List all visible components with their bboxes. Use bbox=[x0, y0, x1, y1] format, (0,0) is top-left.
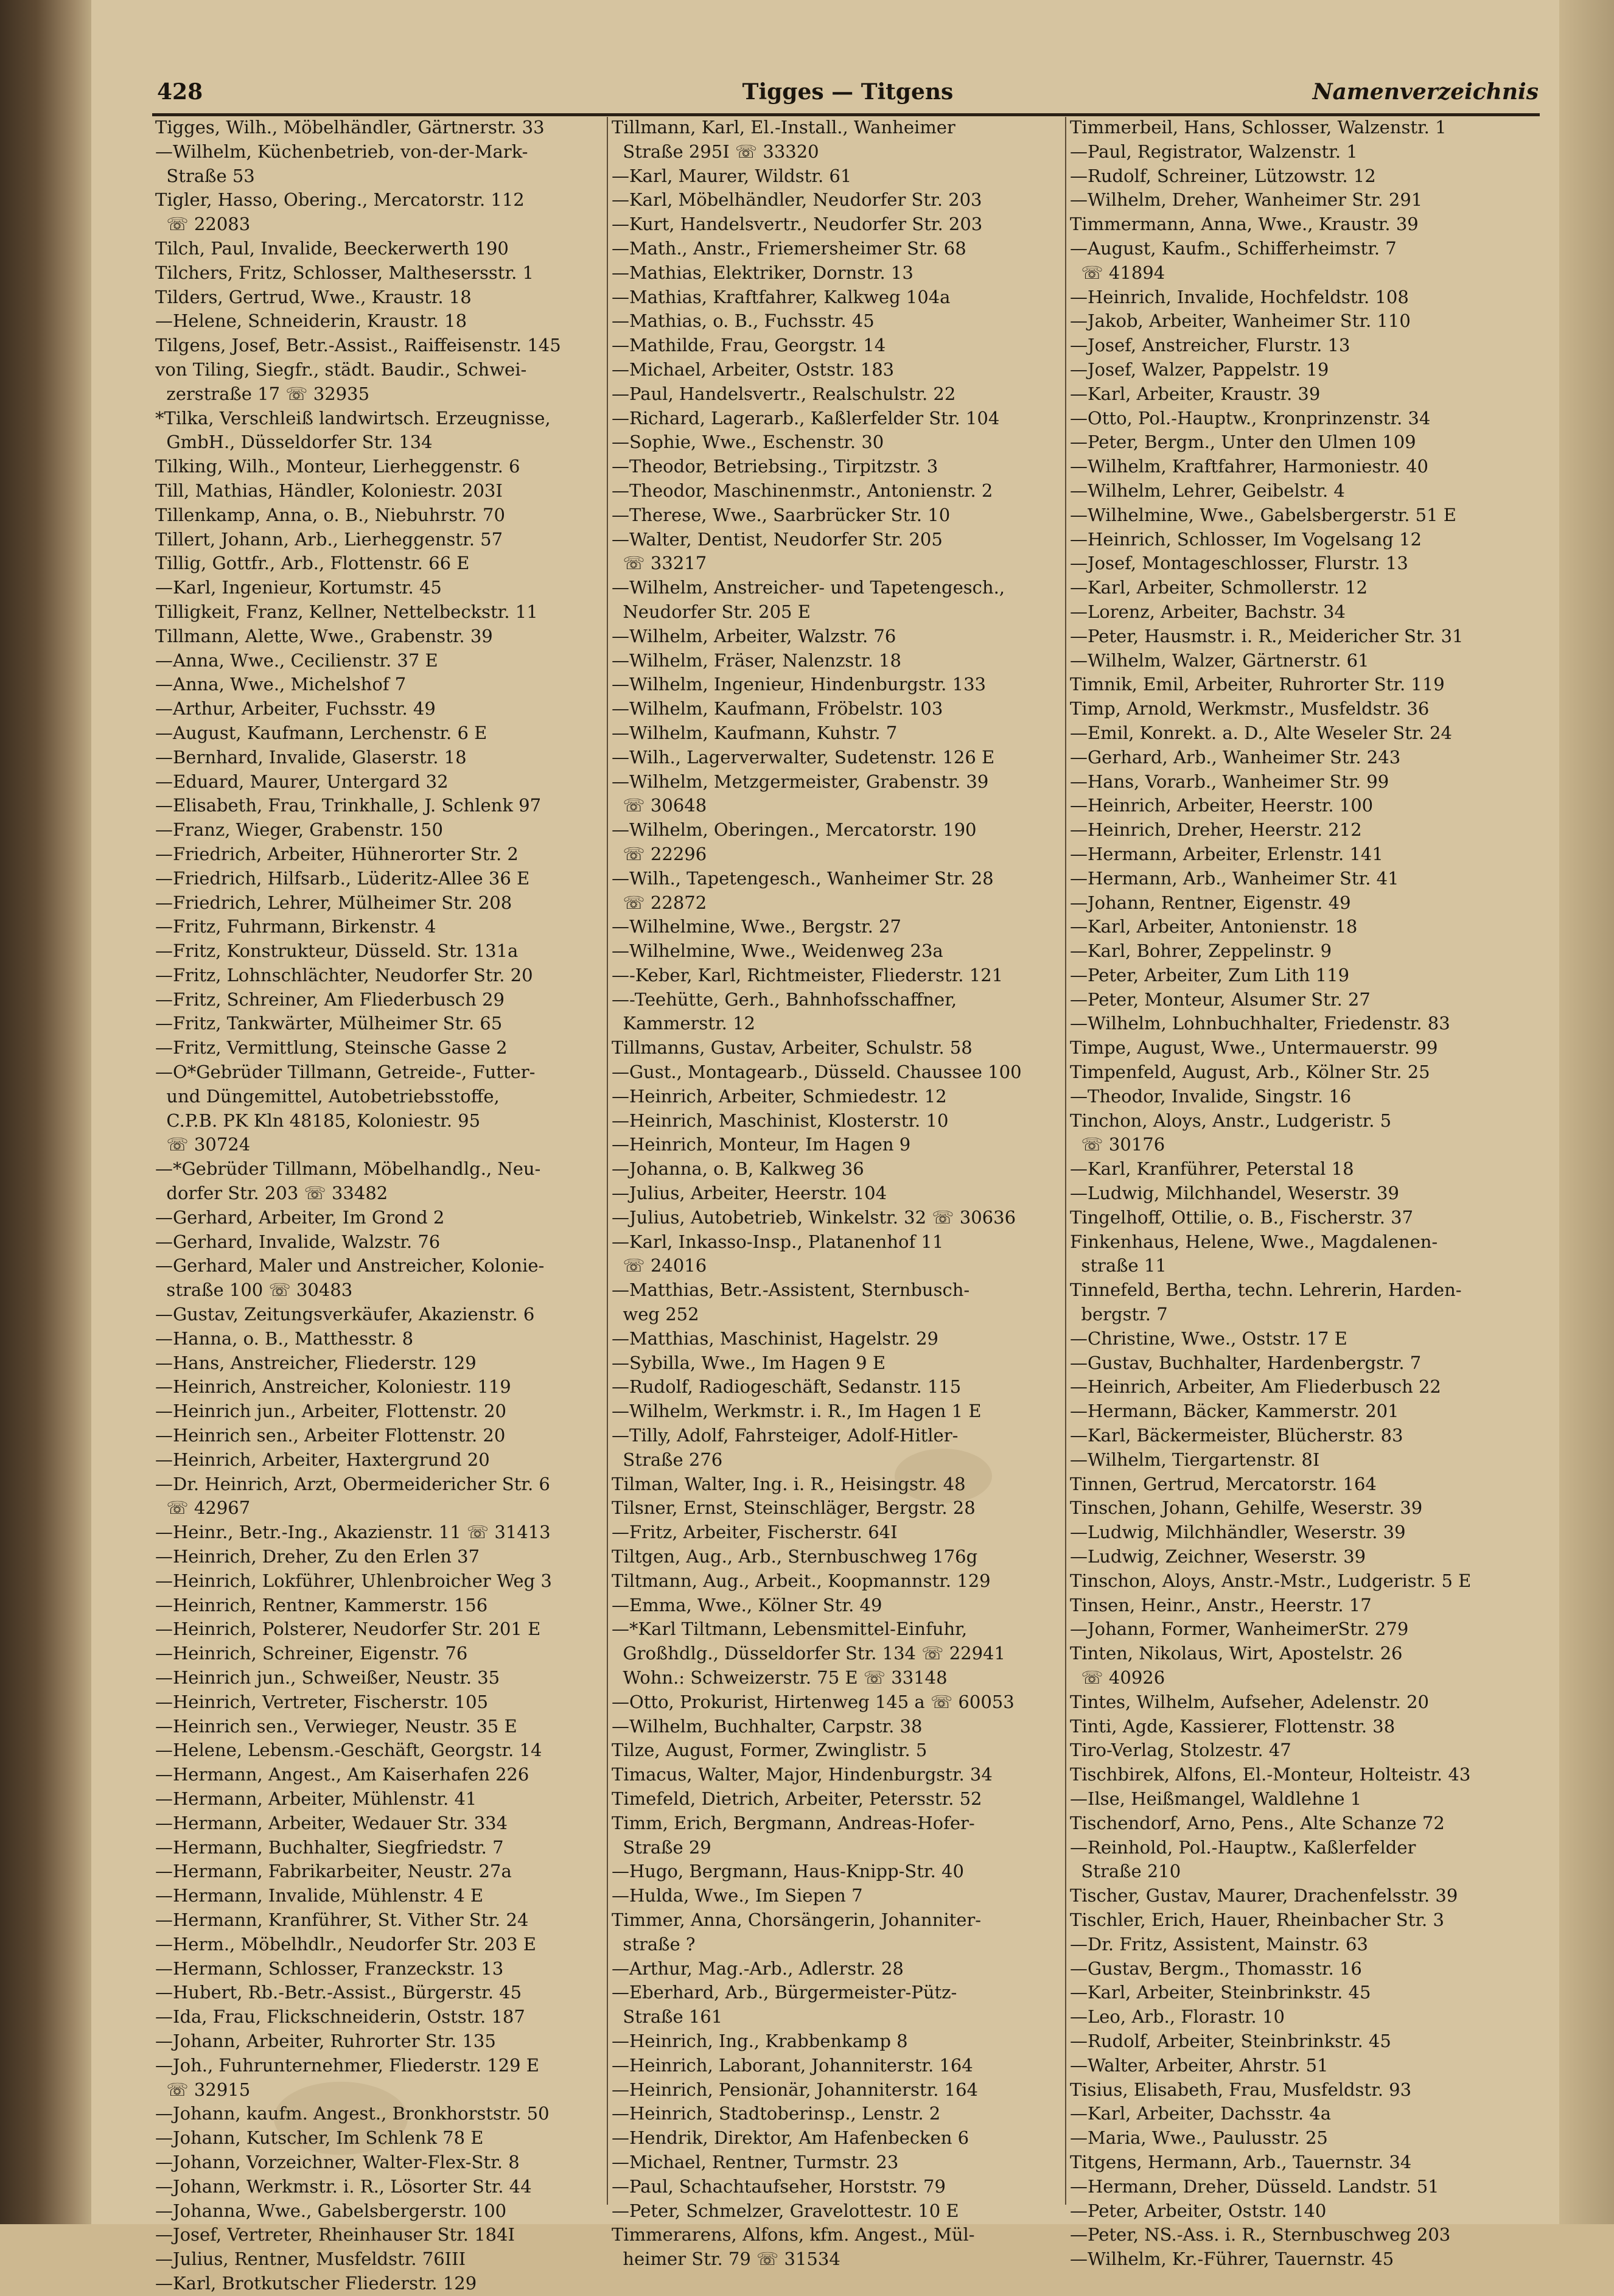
directory-entry-line: —Eduard, Maurer, Untergard 32 bbox=[155, 771, 449, 792]
directory-entry-line: —Wilhelmine, Wwe., Gabelsbergerstr. 51 E bbox=[1070, 504, 1456, 525]
column-divider bbox=[607, 117, 608, 2205]
directory-entry-line: Tillmann, Alette, Wwe., Grabenstr. 39 bbox=[155, 625, 493, 646]
directory-entry-line: —Hermann, Bäcker, Kammerstr. 201 bbox=[1070, 1401, 1399, 1422]
directory-entry-line: —O*Gebrüder Tillmann, Getreide-, Futter- bbox=[155, 1062, 536, 1083]
directory-entry-line: ☏ 32915 bbox=[155, 2079, 251, 2100]
directory-entry-line: —Johann, Rentner, Eigenstr. 49 bbox=[1070, 892, 1351, 913]
directory-entry-line: —Friedrich, Lehrer, Mülheimer Str. 208 bbox=[155, 892, 512, 913]
directory-entry-line: —Heinrich, Ing., Krabbenkamp 8 bbox=[612, 2030, 908, 2051]
directory-entry-line: Timmerarens, Alfons, kfm. Angest., Mül- bbox=[612, 2224, 975, 2245]
directory-entry-line: ☏ 41894 bbox=[1070, 262, 1165, 283]
directory-entry-line: ☏ 42967 bbox=[155, 1497, 251, 1519]
directory-entry-line: Straße 210 bbox=[1070, 1861, 1181, 1882]
directory-entry-line: —Hermann, Fabrikarbeiter, Neustr. 27a bbox=[155, 1861, 512, 1882]
directory-entry-line: —Dr. Heinrich, Arzt, Obermeidericher Str. 6 bbox=[155, 1473, 550, 1494]
directory-entry-line: —Wilhelm, Anstreicher- und Tapetengesch., bbox=[612, 577, 1005, 598]
directory-entry-line: —Wilhelm, Tiergartenstr. 8I bbox=[1070, 1449, 1320, 1470]
directory-entry-line: —August, Kaufmann, Lerchenstr. 6 E bbox=[155, 722, 487, 743]
directory-entry-line: —Wilhelmine, Wwe., Bergstr. 27 bbox=[612, 916, 901, 937]
directory-entry-line: —Hermann, Angest., Am Kaiserhafen 226 bbox=[155, 1764, 529, 1785]
directory-entry-line: —Friedrich, Arbeiter, Hühnerorter Str. 2 bbox=[155, 843, 519, 864]
directory-entry-line: —Ida, Frau, Flickschneiderin, Oststr. 187 bbox=[155, 2006, 525, 2028]
directory-entry-line: Timnik, Emil, Arbeiter, Ruhrorter Str. 119 bbox=[1070, 674, 1445, 695]
directory-entry-line: *Tilka, Verschleiß landwirtsch. Erzeugnisse, bbox=[155, 407, 551, 429]
directory-entry-line: —Heinrich, Vertreter, Fischerstr. 105 bbox=[155, 1691, 489, 1712]
directory-entry-line: Till, Mathias, Händler, Koloniestr. 203I bbox=[155, 480, 503, 501]
directory-column-3 bbox=[1070, 116, 1520, 2270]
directory-entry-line: —Karl, Inkasso-Insp., Platanenhof 11 bbox=[612, 1231, 944, 1252]
directory-entry-line: Tinsen, Heinr., Anstr., Heerstr. 17 bbox=[1070, 1594, 1372, 1615]
directory-entry-line: —Wilhelm, Küchenbetrieb, von-der-Mark- bbox=[155, 141, 528, 162]
directory-entry-line: Tintes, Wilhelm, Aufseher, Adelenstr. 20 bbox=[1070, 1691, 1430, 1712]
directory-entry-line: —Joh., Fuhrunternehmer, Fliederstr. 129 E bbox=[155, 2054, 539, 2076]
directory-entry-line: straße 11 bbox=[1070, 1255, 1167, 1276]
directory-entry-line: —Wilhelm, Arbeiter, Walzstr. 76 bbox=[612, 625, 896, 646]
directory-entry-line: —Michael, Rentner, Turmstr. 23 bbox=[612, 2151, 899, 2172]
directory-entry-line: Tigges, Wilh., Möbelhändler, Gärtnerstr. 33 bbox=[155, 117, 545, 138]
directory-entry-line: —Paul, Registrator, Walzenstr. 1 bbox=[1070, 141, 1358, 162]
directory-entry-line: —Peter, NS.-Ass. i. R., Sternbuschweg 203 bbox=[1070, 2224, 1451, 2245]
directory-entry-line: —Karl, Bohrer, Zeppelinstr. 9 bbox=[1070, 940, 1332, 962]
directory-entry-line: Timm, Erich, Bergmann, Andreas-Hofer- bbox=[612, 1812, 975, 1833]
directory-entry-line: —Heinrich, Invalide, Hochfeldstr. 108 bbox=[1070, 286, 1409, 307]
directory-entry-line: Straße 276 bbox=[612, 1449, 723, 1470]
directory-entry-line: Tillmanns, Gustav, Arbeiter, Schulstr. 58 bbox=[612, 1037, 973, 1059]
directory-entry-line: von Tiling, Siegfr., städt. Baudir., Schwei- bbox=[155, 359, 527, 380]
directory-entry-line: —Arthur, Arbeiter, Fuchsstr. 49 bbox=[155, 698, 436, 719]
directory-entry-line: —Karl, Brotkutscher Fliederstr. 129 bbox=[155, 2272, 477, 2294]
directory-entry-line: —Peter, Monteur, Alsumer Str. 27 bbox=[1070, 989, 1371, 1010]
directory-entry-line: Timefeld, Dietrich, Arbeiter, Petersstr. 52 bbox=[612, 1788, 982, 1809]
directory-entry-line: Tinten, Nikolaus, Wirt, Apostelstr. 26 bbox=[1070, 1643, 1403, 1664]
directory-entry-line: —Johann, Former, WanheimerStr. 279 bbox=[1070, 1619, 1409, 1640]
directory-entry-line: —Heinrich, Stadtoberinsp., Lenstr. 2 bbox=[612, 2103, 941, 2124]
directory-entry-line: —Heinrich, Maschinist, Klosterstr. 10 bbox=[612, 1110, 949, 1131]
directory-entry-line: —Hermann, Dreher, Düsseld. Landstr. 51 bbox=[1070, 2175, 1439, 2197]
directory-entry-line: Straße 53 bbox=[155, 165, 255, 186]
directory-entry-line: ☏ 30176 bbox=[1070, 1134, 1165, 1155]
directory-entry-line: —Rudolf, Radiogeschäft, Sedanstr. 115 bbox=[612, 1376, 962, 1398]
directory-entry-line: —Josef, Montageschlosser, Flurstr. 13 bbox=[1070, 553, 1408, 574]
directory-entry-line: —Gustav, Zeitungsverkäufer, Akazienstr. 6 bbox=[155, 1304, 535, 1325]
page-header bbox=[157, 79, 1539, 116]
directory-entry-line: —Fritz, Arbeiter, Fischerstr. 64I bbox=[612, 1522, 898, 1543]
directory-entry-line: —Karl, Arbeiter, Schmollerstr. 12 bbox=[1070, 577, 1368, 598]
directory-entry-line: —Fritz, Schreiner, Am Fliederbusch 29 bbox=[155, 989, 505, 1010]
directory-entry-line: Tilsner, Ernst, Steinschläger, Bergstr. 28 bbox=[612, 1497, 976, 1519]
directory-entry-line: —Fritz, Konstrukteur, Düsseld. Str. 131a bbox=[155, 940, 519, 962]
directory-entry-line: —Helene, Schneiderin, Kraustr. 18 bbox=[155, 310, 467, 332]
directory-entry-line: —Kurt, Handelsvertr., Neudorfer Str. 203 bbox=[612, 214, 983, 235]
directory-entry-line: —Gustav, Buchhalter, Hardenbergstr. 7 bbox=[1070, 1352, 1422, 1373]
directory-entry-line: —Peter, Schmelzer, Gravelottestr. 10 E bbox=[612, 2200, 959, 2221]
directory-entry-line: —Mathias, o. B., Fuchsstr. 45 bbox=[612, 310, 875, 332]
directory-entry-line: straße 100 ☏ 30483 bbox=[155, 1279, 353, 1301]
directory-entry-line: ☏ 22083 bbox=[155, 214, 251, 235]
directory-entry-line: Tinti, Agde, Kassierer, Flottenstr. 38 bbox=[1070, 1715, 1396, 1737]
directory-entry-line: —Gerhard, Arb., Wanheimer Str. 243 bbox=[1070, 746, 1401, 768]
directory-entry-line: ☏ 40926 bbox=[1070, 1667, 1165, 1688]
directory-entry-line: —Theodor, Maschinenmstr., Antonienstr. 2 bbox=[612, 480, 993, 501]
directory-entry-line: —Math., Anstr., Friemersheimer Str. 68 bbox=[612, 237, 966, 259]
directory-entry-line: Timmerbeil, Hans, Schlosser, Walzenstr. 1 bbox=[1070, 117, 1447, 138]
directory-entry-line: —Johanna, Wwe., Gabelsbergerstr. 100 bbox=[155, 2200, 507, 2221]
directory-entry-line: —Karl, Möbelhändler, Neudorfer Str. 203 bbox=[612, 189, 982, 211]
directory-entry-line: —Lorenz, Arbeiter, Bachstr. 34 bbox=[1070, 601, 1346, 622]
directory-entry-line: —Mathilde, Frau, Georgstr. 14 bbox=[612, 335, 886, 356]
directory-entry-line: Wohn.: Schweizerstr. 75 E ☏ 33148 bbox=[612, 1667, 948, 1688]
directory-entry-line: —Gust., Montagearb., Düsseld. Chaussee 100 bbox=[612, 1062, 1022, 1083]
directory-entry-line: —Peter, Arbeiter, Oststr. 140 bbox=[1070, 2200, 1327, 2221]
directory-entry-line: Tillenkamp, Anna, o. B., Niebuhrstr. 70 bbox=[155, 504, 505, 525]
directory-entry-line: Kammerstr. 12 bbox=[612, 1013, 755, 1034]
directory-entry-line: Tiltmann, Aug., Arbeit., Koopmannstr. 129 bbox=[612, 1570, 991, 1591]
directory-entry-line: Tinchon, Aloys, Anstr., Ludgeristr. 5 bbox=[1070, 1110, 1392, 1131]
directory-entry-line: —Karl, Bäckermeister, Blücherstr. 83 bbox=[1070, 1425, 1403, 1446]
directory-entry-line: —Elisabeth, Frau, Trinkhalle, J. Schlenk 97 bbox=[155, 795, 542, 816]
directory-entry-line: —Karl, Arbeiter, Antonienstr. 18 bbox=[1070, 916, 1358, 937]
directory-entry-line: —Heinrich, Dreher, Heerstr. 212 bbox=[1070, 819, 1362, 841]
directory-entry-line: —Heinrich, Rentner, Kammerstr. 156 bbox=[155, 1594, 488, 1615]
directory-entry-line: —Sophie, Wwe., Eschenstr. 30 bbox=[612, 432, 884, 453]
directory-entry-line: Tingelhoff, Ottilie, o. B., Fischerstr. 37 bbox=[1070, 1206, 1414, 1228]
directory-entry-line: —Hans, Anstreicher, Fliederstr. 129 bbox=[155, 1352, 477, 1373]
directory-entry-line: dorfer Str. 203 ☏ 33482 bbox=[155, 1183, 388, 1204]
directory-entry-line: —Wilh., Tapetengesch., Wanheimer Str. 28 bbox=[612, 867, 994, 889]
directory-entry-line: —Hubert, Rb.-Betr.-Assist., Bürgerstr. 45 bbox=[155, 1982, 522, 2003]
directory-entry-line: —Heinrich, Laborant, Johanniterstr. 164 bbox=[612, 2054, 973, 2076]
directory-entry-line: —Wilhelm, Lehrer, Geibelstr. 4 bbox=[1070, 480, 1345, 501]
directory-entry-line: —Johann, Kutscher, Im Schlenk 78 E bbox=[155, 2127, 484, 2149]
directory-entry-line: —Anna, Wwe., Cecilienstr. 37 E bbox=[155, 649, 438, 671]
directory-entry-line: —Mathias, Elektriker, Dornstr. 13 bbox=[612, 262, 914, 283]
directory-entry-line: ☏ 30724 bbox=[155, 1134, 251, 1155]
directory-entry-line: Timpe, August, Wwe., Untermauerstr. 99 bbox=[1070, 1037, 1438, 1059]
directory-entry-line: Tinnen, Gertrud, Mercatorstr. 164 bbox=[1070, 1473, 1377, 1494]
directory-entry-line: —Josef, Vertreter, Rheinhauser Str. 184I bbox=[155, 2224, 515, 2245]
directory-entry-line: —*Karl Tiltmann, Lebensmittel-Einfuhr, bbox=[612, 1619, 968, 1640]
directory-entry-line: —Heinrich, Monteur, Im Hagen 9 bbox=[612, 1134, 911, 1155]
directory-entry-line: —Julius, Autobetrieb, Winkelstr. 32 ☏ 30636 bbox=[612, 1206, 1016, 1228]
directory-entry-line: Tinschon, Aloys, Anstr.-Mstr., Ludgeristr. 5 E bbox=[1070, 1570, 1472, 1591]
directory-column-2 bbox=[612, 116, 1062, 2270]
directory-entry-line: —Tilly, Adolf, Fahrsteiger, Adolf-Hitler- bbox=[612, 1425, 959, 1446]
directory-entry-line: —Gerhard, Invalide, Walzstr. 76 bbox=[155, 1231, 441, 1252]
directory-entry-line: —Sybilla, Wwe., Im Hagen 9 E bbox=[612, 1352, 886, 1373]
directory-entry-line: —Jakob, Arbeiter, Wanheimer Str. 110 bbox=[1070, 310, 1411, 332]
directory-entry-line: —Hermann, Arbeiter, Wedauer Str. 334 bbox=[155, 1812, 508, 1833]
directory-entry-line: —Wilhelm, Kaufmann, Fröbelstr. 103 bbox=[612, 698, 943, 719]
directory-entry-line: —Eberhard, Arb., Bürgermeister-Pütz- bbox=[612, 1982, 957, 2003]
directory-entry-line: Timpenfeld, August, Arb., Kölner Str. 25 bbox=[1070, 1062, 1430, 1083]
directory-entry-line: heimer Str. 79 ☏ 31534 bbox=[612, 2249, 840, 2270]
directory-entry-line: —Wilhelm, Kr.-Führer, Tauernstr. 45 bbox=[1070, 2249, 1394, 2270]
directory-entry-line: straße ? bbox=[612, 1933, 696, 1955]
directory-entry-line: —Karl, Arbeiter, Kraustr. 39 bbox=[1070, 383, 1321, 404]
directory-entry-line: Titgens, Hermann, Arb., Tauernstr. 34 bbox=[1070, 2151, 1412, 2172]
directory-entry-line: Finkenhaus, Helene, Wwe., Magdalenen- bbox=[1070, 1231, 1438, 1252]
directory-entry-line: Neudorfer Str. 205 E bbox=[612, 601, 811, 622]
directory-entry-line: —Heinrich, Anstreicher, Koloniestr. 119 bbox=[155, 1376, 511, 1398]
directory-entry-line: —Fritz, Vermittlung, Steinsche Gasse 2 bbox=[155, 1037, 508, 1059]
directory-entry-line: —Karl, Arbeiter, Steinbrinkstr. 45 bbox=[1070, 1982, 1371, 2003]
directory-entry-line: —Wilhelm, Kraftfahrer, Harmoniestr. 40 bbox=[1070, 456, 1429, 477]
directory-entry-line: Tilking, Wilh., Monteur, Lierheggenstr. 6 bbox=[155, 456, 520, 477]
directory-entry-line: ☏ 30648 bbox=[612, 795, 707, 816]
directory-entry-line: —Paul, Schachtaufseher, Horststr. 79 bbox=[612, 2175, 946, 2197]
directory-entry-line: —Fritz, Lohnschlächter, Neudorfer Str. 20 bbox=[155, 964, 533, 985]
directory-entry-line: —Wilhelm, Oberingen., Mercatorstr. 190 bbox=[612, 819, 977, 841]
directory-entry-line: —Hugo, Bergmann, Haus-Knipp-Str. 40 bbox=[612, 1861, 964, 1882]
directory-entry-line: Tiro-Verlag, Stolzestr. 47 bbox=[1070, 1740, 1291, 1761]
directory-entry-line: —Emil, Konrekt. a. D., Alte Weseler Str. 24 bbox=[1070, 722, 1452, 743]
directory-entry-line: —Richard, Lagerarb., Kaßlerfelder Str. 104 bbox=[612, 407, 1000, 429]
page-number: 428 bbox=[157, 79, 203, 105]
directory-entry-line: —Hermann, Arbeiter, Mühlenstr. 41 bbox=[155, 1788, 477, 1809]
book-binding-shadow bbox=[0, 0, 91, 2224]
directory-entry-line: —Peter, Bergm., Unter den Ulmen 109 bbox=[1070, 432, 1416, 453]
directory-entry-line: Tischendorf, Arno, Pens., Alte Schanze 72 bbox=[1070, 1812, 1445, 1833]
directory-entry-line: —Josef, Anstreicher, Flurstr. 13 bbox=[1070, 335, 1350, 356]
directory-entry-line: —Karl, Maurer, Wildstr. 61 bbox=[612, 165, 852, 186]
directory-entry-line: —Heinrich jun., Schweißer, Neustr. 35 bbox=[155, 1667, 500, 1688]
directory-entry-line: —Johann, Arbeiter, Ruhrorter Str. 135 bbox=[155, 2030, 496, 2051]
directory-entry-line: GmbH., Düsseldorfer Str. 134 bbox=[155, 432, 433, 453]
directory-entry-line: —Heinrich, Polsterer, Neudorfer Str. 201 E bbox=[155, 1619, 541, 1640]
directory-entry-line: —Rudolf, Arbeiter, Steinbrinkstr. 45 bbox=[1070, 2030, 1391, 2051]
directory-entry-line: —Hermann, Buchhalter, Siegfriedstr. 7 bbox=[155, 1836, 504, 1858]
directory-entry-line: —Hendrik, Direktor, Am Hafenbecken 6 bbox=[612, 2127, 969, 2149]
directory-entry-line: —Wilhelm, Ingenieur, Hindenburgstr. 133 bbox=[612, 674, 986, 695]
directory-entry-line: —Wilhelm, Lohnbuchhalter, Friedenstr. 83 bbox=[1070, 1013, 1450, 1034]
directory-entry-line: ☏ 33217 bbox=[612, 553, 707, 574]
directory-entry-line: —Bernhard, Invalide, Glaserstr. 18 bbox=[155, 746, 467, 768]
directory-entry-line: zerstraße 17 ☏ 32935 bbox=[155, 383, 370, 404]
directory-entry-line: Straße 29 bbox=[612, 1836, 711, 1858]
directory-entry-line: —Wilhelm, Fräser, Nalenzstr. 18 bbox=[612, 649, 901, 671]
directory-entry-line: —Friedrich, Hilfsarb., Lüderitz-Allee 36 E bbox=[155, 867, 530, 889]
directory-entry-line: und Düngemittel, Autobetriebsstoffe, bbox=[155, 1085, 500, 1107]
directory-entry-line: —Karl, Kranführer, Peterstal 18 bbox=[1070, 1158, 1354, 1180]
directory-entry-line: —Emma, Wwe., Kölner Str. 49 bbox=[612, 1594, 882, 1615]
section-title: Namenverzeichnis bbox=[1312, 79, 1539, 105]
directory-entry-line: —*Gebrüder Tillmann, Möbelhandlg., Neu- bbox=[155, 1158, 541, 1180]
directory-entry-line: —Leo, Arb., Florastr. 10 bbox=[1070, 2006, 1285, 2028]
directory-entry-line: —Johann, Werkmstr. i. R., Lösorter Str. 44 bbox=[155, 2175, 532, 2197]
directory-entry-line: —Otto, Pol.-Hauptw., Kronprinzenstr. 34 bbox=[1070, 407, 1431, 429]
directory-entry-line: Straße 295I ☏ 33320 bbox=[612, 141, 819, 162]
directory-entry-line: —Wilhelm, Kaufmann, Kuhstr. 7 bbox=[612, 722, 898, 743]
directory-entry-line: —Arthur, Mag.-Arb., Adlerstr. 28 bbox=[612, 1958, 904, 1979]
directory-entry-line: —Matthias, Maschinist, Hagelstr. 29 bbox=[612, 1328, 938, 1349]
directory-entry-line: Tinnefeld, Bertha, techn. Lehrerin, Harden- bbox=[1070, 1279, 1462, 1301]
directory-entry-line: —Walter, Dentist, Neudorfer Str. 205 bbox=[612, 528, 943, 550]
directory-entry-line: —Ilse, Heißmangel, Waldlehne 1 bbox=[1070, 1788, 1362, 1809]
directory-entry-line: —Wilhelm, Dreher, Wanheimer Str. 291 bbox=[1070, 189, 1423, 211]
directory-entry-line: —Heinrich, Pensionär, Johanniterstr. 164 bbox=[612, 2079, 979, 2100]
directory-entry-line: —Hermann, Arb., Wanheimer Str. 41 bbox=[1070, 867, 1399, 889]
directory-entry-line: —Michael, Arbeiter, Oststr. 183 bbox=[612, 359, 895, 380]
directory-entry-line: —Hermann, Kranführer, St. Vither Str. 24 bbox=[155, 1909, 529, 1930]
directory-entry-line: Großhdlg., Düsseldorfer Str. 134 ☏ 22941 bbox=[612, 1643, 1005, 1664]
directory-entry-line: —Wilh., Lagerverwalter, Sudetenstr. 126 E bbox=[612, 746, 995, 768]
directory-entry-line: —Hulda, Wwe., Im Siepen 7 bbox=[612, 1885, 863, 1906]
directory-entry-line: —Heinrich, Schreiner, Eigenstr. 76 bbox=[155, 1643, 468, 1664]
directory-entry-line: —Wilhelm, Buchhalter, Carpstr. 38 bbox=[612, 1715, 923, 1737]
directory-entry-line: —Julius, Rentner, Musfeldstr. 76III bbox=[155, 2249, 466, 2270]
directory-entry-line: Tillmann, Karl, El.-Install., Wanheimer bbox=[612, 117, 955, 138]
directory-entry-line: —Heinrich sen., Verwieger, Neustr. 35 E bbox=[155, 1715, 517, 1737]
directory-entry-line: —Heinrich, Arbeiter, Am Fliederbusch 22 bbox=[1070, 1376, 1441, 1398]
directory-entry-line: —Johann, Vorzeichner, Walter-Flex-Str. 8 bbox=[155, 2151, 520, 2172]
directory-entry-line: Timmer, Anna, Chorsängerin, Johanniter- bbox=[612, 1909, 982, 1930]
directory-entry-line: —Franz, Wieger, Grabenstr. 150 bbox=[155, 819, 443, 841]
directory-entry-line: —Heinrich, Lokführer, Uhlenbroicher Weg 3 bbox=[155, 1570, 552, 1591]
directory-entry-line: Tilders, Gertrud, Wwe., Kraustr. 18 bbox=[155, 286, 472, 307]
directory-entry-line: —Heinrich, Arbeiter, Haxtergrund 20 bbox=[155, 1449, 490, 1470]
directory-entry-line: —Hermann, Invalide, Mühlenstr. 4 E bbox=[155, 1885, 484, 1906]
directory-entry-line: —Karl, Arbeiter, Dachsstr. 4a bbox=[1070, 2103, 1331, 2124]
directory-entry-line: —Heinrich jun., Arbeiter, Flottenstr. 20 bbox=[155, 1401, 506, 1422]
directory-entry-line: —Therese, Wwe., Saarbrücker Str. 10 bbox=[612, 504, 951, 525]
directory-entry-line: —Wilhelm, Werkmstr. i. R., Im Hagen 1 E bbox=[612, 1401, 982, 1422]
directory-entry-line: —Heinrich sen., Arbeiter Flottenstr. 20 bbox=[155, 1425, 506, 1446]
directory-entry-line: —Josef, Walzer, Pappelstr. 19 bbox=[1070, 359, 1329, 380]
directory-entry-line: —Wilhelm, Metzgermeister, Grabenstr. 39 bbox=[612, 771, 989, 792]
directory-entry-line: —-Teehütte, Gerh., Bahnhofsschaffner, bbox=[612, 989, 957, 1010]
directory-entry-line: Tillig, Gottfr., Arb., Flottenstr. 66 E bbox=[155, 553, 470, 574]
directory-entry-line: —Maria, Wwe., Paulusstr. 25 bbox=[1070, 2127, 1328, 2149]
directory-entry-line: Timacus, Walter, Major, Hindenburgstr. 34 bbox=[612, 1764, 993, 1785]
directory-entry-line: Tischbirek, Alfons, El.-Monteur, Holteistr. 43 bbox=[1070, 1764, 1471, 1785]
directory-entry-line: bergstr. 7 bbox=[1070, 1304, 1168, 1325]
directory-entry-line: Tisius, Elisabeth, Frau, Musfeldstr. 93 bbox=[1070, 2079, 1412, 2100]
directory-entry-line: —Wilhelm, Walzer, Gärtnerstr. 61 bbox=[1070, 649, 1369, 671]
directory-entry-line: —Herm., Möbelhdlr., Neudorfer Str. 203 E bbox=[155, 1933, 536, 1955]
directory-entry-line: —Peter, Hausmstr. i. R., Meidericher Str. 31 bbox=[1070, 625, 1464, 646]
directory-column-1 bbox=[155, 116, 606, 2294]
directory-entry-line: —Wilhelmine, Wwe., Weidenweg 23a bbox=[612, 940, 943, 962]
running-title: Tigges — Titgens bbox=[742, 79, 954, 105]
directory-entry-line: —Gerhard, Arbeiter, Im Grond 2 bbox=[155, 1206, 445, 1228]
directory-entry-line: —Heinrich, Arbeiter, Schmiedestr. 12 bbox=[612, 1085, 947, 1107]
directory-entry-line: Tilman, Walter, Ing. i. R., Heisingstr. 48 bbox=[612, 1473, 966, 1494]
directory-entry-line: Tinschen, Johann, Gehilfe, Weserstr. 39 bbox=[1070, 1497, 1423, 1519]
directory-entry-line: Tigler, Hasso, Obering., Mercatorstr. 112 bbox=[155, 189, 525, 211]
directory-entry-line: —Hermann, Arbeiter, Erlenstr. 141 bbox=[1070, 843, 1383, 864]
directory-entry-line: Timp, Arnold, Werkmstr., Musfeldstr. 36 bbox=[1070, 698, 1430, 719]
directory-entry-line: —Heinrich, Schlosser, Im Vogelsang 12 bbox=[1070, 528, 1422, 550]
directory-entry-line: weg 252 bbox=[612, 1304, 699, 1325]
directory-entry-line: —Heinrich, Dreher, Zu den Erlen 37 bbox=[155, 1546, 480, 1567]
directory-entry-line: —-Keber, Karl, Richtmeister, Fliederstr. 121 bbox=[612, 964, 1004, 985]
directory-entry-line: ☏ 22296 bbox=[612, 843, 707, 864]
directory-entry-line: Tillert, Johann, Arb., Lierheggenstr. 57 bbox=[155, 528, 503, 550]
directory-entry-line: —Gerhard, Maler und Anstreicher, Kolonie- bbox=[155, 1255, 545, 1276]
directory-entry-line: Straße 161 bbox=[612, 2006, 723, 2028]
directory-entry-line: Timmermann, Anna, Wwe., Kraustr. 39 bbox=[1070, 214, 1419, 235]
directory-entry-line: —August, Kaufm., Schifferheimstr. 7 bbox=[1070, 237, 1397, 259]
directory-entry-line: —Ludwig, Zeichner, Weserstr. 39 bbox=[1070, 1546, 1366, 1567]
directory-entry-line: Tilch, Paul, Invalide, Beeckerwerth 190 bbox=[155, 237, 509, 259]
directory-entry-line: —Julius, Arbeiter, Heerstr. 104 bbox=[612, 1183, 887, 1204]
directory-entry-line: —Ludwig, Milchhandel, Weserstr. 39 bbox=[1070, 1183, 1399, 1204]
directory-entry-line: —Fritz, Fuhrmann, Birkenstr. 4 bbox=[155, 916, 436, 937]
directory-entry-line: —Johanna, o. B, Kalkweg 36 bbox=[612, 1158, 864, 1180]
directory-entry-line: —Paul, Handelsvertr., Realschulstr. 22 bbox=[612, 383, 956, 404]
directory-entry-line: —Walter, Arbeiter, Ahrstr. 51 bbox=[1070, 2054, 1329, 2076]
directory-entry-line: —Theodor, Betriebsing., Tirpitzstr. 3 bbox=[612, 456, 938, 477]
directory-entry-line: —Hermann, Schlosser, Franzeckstr. 13 bbox=[155, 1958, 504, 1979]
directory-entry-line: —Karl, Ingenieur, Kortumstr. 45 bbox=[155, 577, 442, 598]
directory-entry-line: —Christine, Wwe., Oststr. 17 E bbox=[1070, 1328, 1347, 1349]
directory-entry-line: —Reinhold, Pol.-Hauptw., Kaßlerfelder bbox=[1070, 1836, 1416, 1858]
directory-entry-line: C.P.B. PK Kln 48185, Koloniestr. 95 bbox=[155, 1110, 481, 1131]
directory-entry-line: —Otto, Prokurist, Hirtenweg 145 a ☏ 60053 bbox=[612, 1691, 1015, 1712]
directory-entry-line: Tilze, August, Former, Zwinglistr. 5 bbox=[612, 1740, 928, 1761]
directory-entry-line: —Hans, Vorarb., Wanheimer Str. 99 bbox=[1070, 771, 1389, 792]
directory-entry-line: —Anna, Wwe., Michelshof 7 bbox=[155, 674, 407, 695]
directory-entry-line: —Ludwig, Milchhändler, Weserstr. 39 bbox=[1070, 1522, 1406, 1543]
directory-entry-line: ☏ 24016 bbox=[612, 1255, 707, 1276]
directory-entry-line: —Peter, Arbeiter, Zum Lith 119 bbox=[1070, 964, 1350, 985]
directory-entry-line: —Matthias, Betr.-Assistent, Sternbusch- bbox=[612, 1279, 970, 1301]
directory-entry-line: —Theodor, Invalide, Singstr. 16 bbox=[1070, 1085, 1352, 1107]
directory-entry-line: Tiltgen, Aug., Arb., Sternbuschweg 176g bbox=[612, 1546, 978, 1567]
directory-entry-line: Tilchers, Fritz, Schlosser, Malthesersstr. 1 bbox=[155, 262, 534, 283]
directory-entry-line: —Johann, kaufm. Angest., Bronkhorststr. 50 bbox=[155, 2103, 550, 2124]
directory-entry-line: ☏ 22872 bbox=[612, 892, 707, 913]
directory-entry-line: —Hanna, o. B., Matthesstr. 8 bbox=[155, 1328, 414, 1349]
column-divider bbox=[1065, 117, 1066, 2205]
directory-entry-line: Tilgens, Josef, Betr.-Assist., Raiffeisenstr. 145 bbox=[155, 335, 561, 356]
directory-entry-line: —Heinr., Betr.-Ing., Akazienstr. 11 ☏ 31413 bbox=[155, 1522, 551, 1543]
directory-entry-line: —Gustav, Bergm., Thomasstr. 16 bbox=[1070, 1958, 1362, 1979]
page-edge bbox=[1559, 0, 1614, 2224]
directory-entry-line: Tischer, Gustav, Maurer, Drachenfelsstr. 39 bbox=[1070, 1885, 1458, 1906]
directory-entry-line: —Rudolf, Schreiner, Lützowstr. 12 bbox=[1070, 165, 1376, 186]
directory-entry-line: —Fritz, Tankwärter, Mülheimer Str. 65 bbox=[155, 1013, 503, 1034]
directory-entry-line: —Helene, Lebensm.-Geschäft, Georgstr. 14 bbox=[155, 1740, 542, 1761]
directory-entry-line: —Heinrich, Arbeiter, Heerstr. 100 bbox=[1070, 795, 1374, 816]
directory-entry-line: Tischler, Erich, Hauer, Rheinbacher Str. 3 bbox=[1070, 1909, 1444, 1930]
directory-entry-line: —Mathias, Kraftfahrer, Kalkweg 104a bbox=[612, 286, 951, 307]
directory-entry-line: Tilligkeit, Franz, Kellner, Nettelbeckstr. 11 bbox=[155, 601, 538, 622]
directory-entry-line: —Dr. Fritz, Assistent, Mainstr. 63 bbox=[1070, 1933, 1368, 1955]
